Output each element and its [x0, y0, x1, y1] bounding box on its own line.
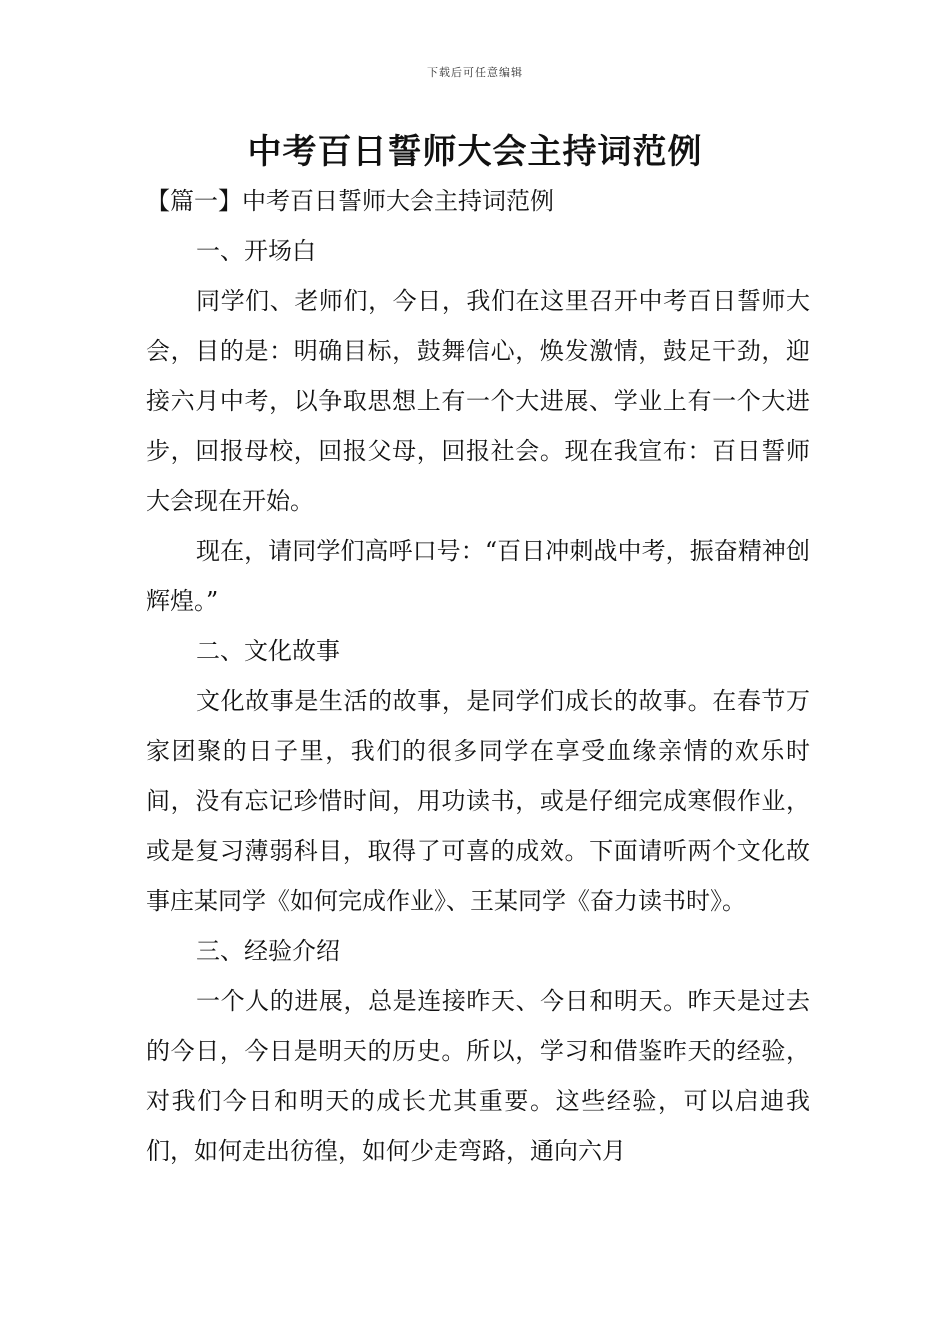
header-note: 下载后可任意编辑 — [427, 66, 523, 79]
paragraph-opening-1: 同学们、老师们，今日，我们在这里召开中考百日誓师大会，目的是：明确目标，鼓舞信心，焕发激情，鼓足干劲，迎接六月中考，以争取思想上有一个大进展、学业上有一个大进步，回报母校，回报父母，回报社会。现在我宣布：百日誓师大会现在开始。 — [146, 287, 810, 515]
document-title: 中考百日誓师大会主持词范例 — [247, 132, 703, 172]
paragraph-experience-1: 一个人的进展，总是连接昨天、今日和明天。昨天是过去的今日，今日是明天的历史。所以，学习和借鉴昨天的经验，对我们今日和明天的成长尤其重要。这些经验，可以启迪我们，如何走出彷徨，如何少走弯路，通向六月 — [146, 987, 810, 1165]
paragraph-culture-stories-1: 文化故事是生活的故事，是同学们成长的故事。在春节万家团聚的日子里，我们的很多同学在享受血缘亲情的欢乐时间，没有忘记珍惜时间，用功读书，或是仔细完成寒假作业，或是复习薄弱科目，取得了可喜的成效。下面请听两个文化故事庄某同学《如何完成作业》、王某同学《奋力读书时》。 — [146, 687, 810, 915]
section-label: 【篇一】中考百日誓师大会主持词范例 — [146, 187, 554, 215]
part-heading-culture-stories: 二、文化故事 — [196, 637, 340, 665]
paragraph-opening-2: 现在，请同学们高呼口号：“百日冲刺战中考，振奋精神创辉煌。” — [146, 537, 810, 615]
part-heading-opening: 一、开场白 — [196, 237, 316, 265]
document-body — [146, 176, 810, 1176]
part-heading-experience: 三、经验介绍 — [196, 937, 340, 965]
